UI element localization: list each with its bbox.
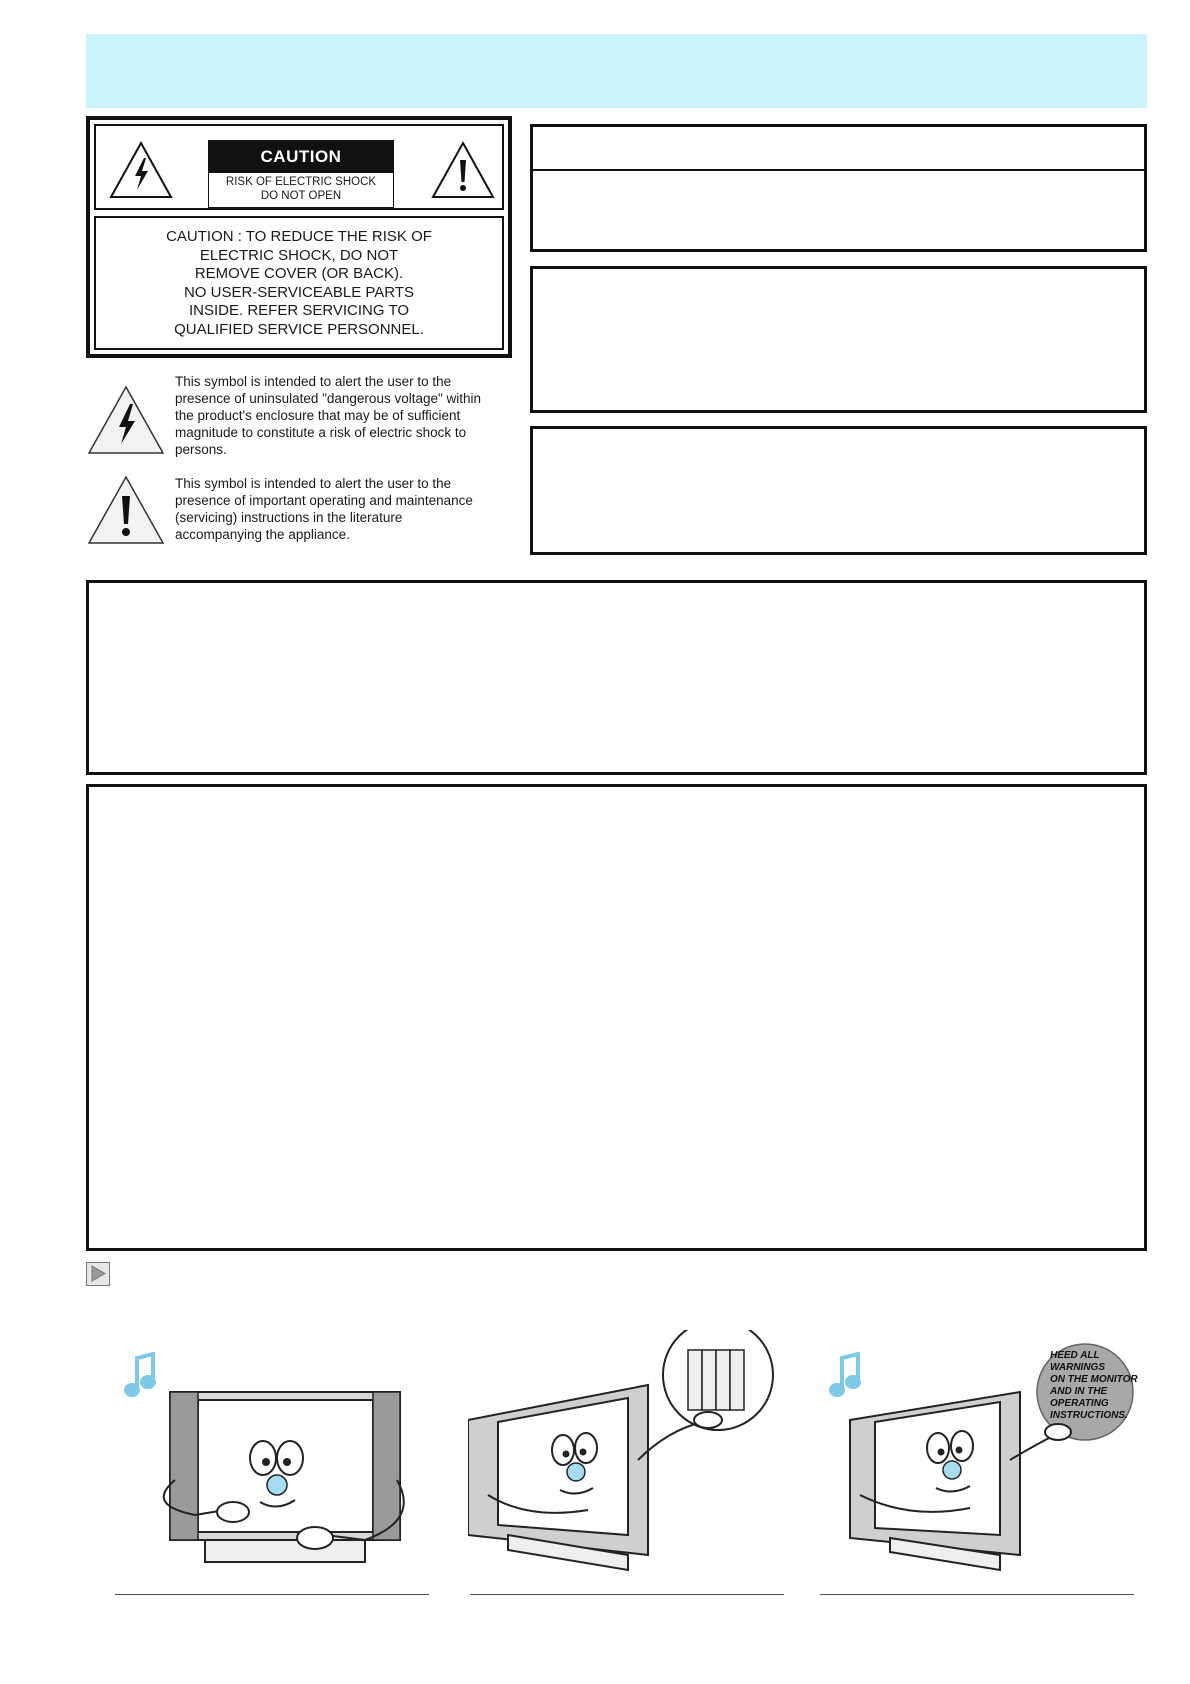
sign-text-line: INSTRUCTIONS. <box>1050 1410 1128 1421</box>
description-line: presence of uninsulated "dangerous voltage" within <box>175 391 482 406</box>
warning-box-1 <box>530 124 1147 252</box>
caution-body-line: QUALIFIED SERVICE PERSONNEL. <box>174 320 424 338</box>
tv-mascot-pointing-icon <box>115 1330 445 1575</box>
music-note-icon <box>126 1354 154 1395</box>
caution-label-top <box>94 124 504 210</box>
illustration-divider <box>470 1594 784 1595</box>
description-line: persons. <box>175 442 227 457</box>
sign-text-line: WARNINGS <box>1050 1362 1105 1373</box>
caution-subtitle-2: DO NOT OPEN <box>260 190 342 202</box>
description-line: accompanying the appliance. <box>175 527 350 542</box>
caution-body-line: INSIDE. REFER SERVICING TO <box>188 302 410 319</box>
warning-box-2 <box>530 266 1147 413</box>
description-line: presence of important operating and maintenance <box>175 493 473 508</box>
caution-body-line: ELECTRIC SHOCK, DO NOT <box>199 246 399 264</box>
exclamation-triangle-icon <box>430 140 496 200</box>
lightning-triangle-icon <box>108 140 174 200</box>
sign-text-line: HEED ALL <box>1050 1350 1100 1361</box>
lightning-symbol-description <box>175 373 510 458</box>
description-line: (servicing) instructions in the literature <box>175 510 403 525</box>
lightning-triangle-icon <box>86 384 166 456</box>
caution-label <box>86 116 512 358</box>
play-icon <box>86 1262 110 1286</box>
caution-title-box <box>208 140 394 208</box>
warning-box-3 <box>530 426 1147 555</box>
sign-text-line: AND IN THE <box>1050 1386 1108 1397</box>
description-line: the product's enclosure that may be of sufficient <box>175 408 461 423</box>
caution-title: CAUTION <box>209 141 393 173</box>
illustration-divider <box>115 1594 429 1595</box>
tv-mascot-warning-sign-icon <box>820 1330 1150 1575</box>
description-line: This symbol is intended to alert the user to the <box>175 476 452 491</box>
caution-label-body <box>94 216 504 350</box>
exclamation-symbol-description <box>175 475 510 543</box>
description-line: magnitude to constitute a risk of electric shock to <box>175 425 467 440</box>
tv-mascot-manual-icon <box>468 1330 798 1575</box>
description-line: This symbol is intended to alert the user to the <box>175 374 452 389</box>
exclamation-triangle-icon <box>86 474 166 546</box>
caution-subtitle-1: RISK OF ELECTRIC SHOCK <box>225 176 377 188</box>
sign-text-line: OPERATING <box>1050 1398 1109 1409</box>
header-band <box>86 34 1147 108</box>
notice-box-1 <box>86 580 1147 775</box>
notice-box-2 <box>86 784 1147 1251</box>
caution-body-line: REMOVE COVER (OR BACK). <box>194 265 404 282</box>
music-note-icon <box>831 1354 859 1395</box>
illustration-divider <box>820 1594 1134 1595</box>
caution-body-line: CAUTION : TO REDUCE THE RISK OF <box>166 228 432 245</box>
sign-text-line: ON THE MONITOR <box>1050 1374 1138 1385</box>
warning-box-divider <box>533 169 1144 171</box>
caution-body-line: NO USER-SERVICEABLE PARTS <box>183 283 415 301</box>
